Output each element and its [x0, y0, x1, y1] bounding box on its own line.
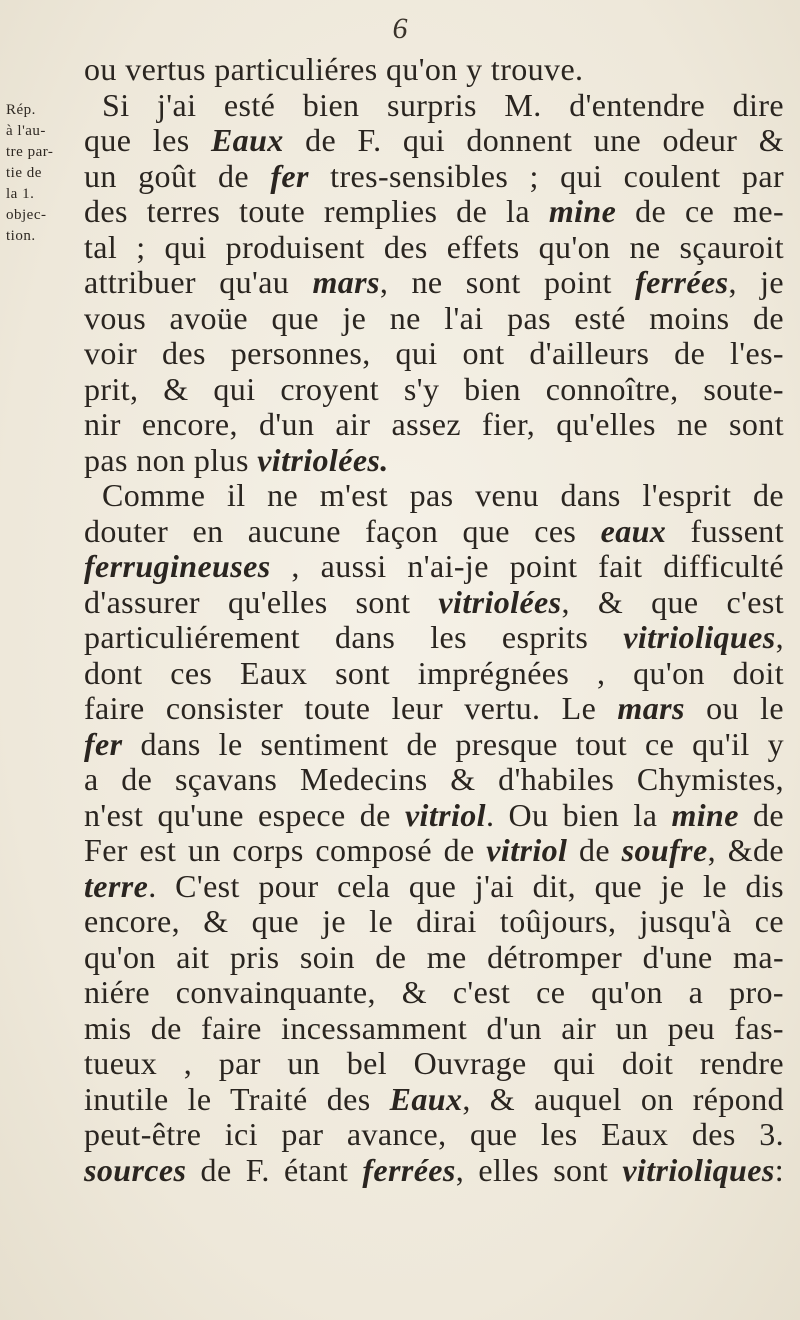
text-line [84, 159, 784, 195]
italic-term: ferrées [362, 1151, 456, 1188]
margin-note-line: objec- [6, 207, 47, 223]
italic-term: vitriol [486, 832, 568, 868]
text-line [84, 975, 784, 1011]
text-run: particuliérement dans les esprits [84, 619, 624, 655]
text-run: voir des personnes, qui ont d'ailleurs de l'es- [84, 335, 784, 371]
text-run: peut-être ici par avance, que les Eaux des 3. [84, 1116, 784, 1152]
text-line [84, 727, 784, 763]
text-run: faire consister toute leur vertu. Le [84, 690, 618, 726]
italic-term: ferrées [635, 264, 729, 300]
text-run: tueux , par un bel Ouvrage qui doit rendre [84, 1045, 784, 1081]
margin-note-line: à l'au- [6, 123, 46, 139]
text-run: dont ces Eaux sont imprégnées , qu'on doit [84, 654, 784, 691]
text-line [84, 265, 784, 301]
text-line [84, 52, 784, 88]
text-run: tal ; qui produisent des effets qu'on ne sçauroit [84, 228, 784, 265]
text-line [84, 372, 784, 408]
italic-term: terre [84, 867, 149, 904]
text-run: douter en aucune façon que ces [84, 512, 601, 549]
text-line [84, 549, 784, 585]
text-run: a de sçavans Medecins & d'habiles Chymistes, [84, 761, 784, 797]
italic-term: ferrugineuses [84, 548, 271, 584]
text-line [84, 1046, 784, 1082]
italic-term: soufre [621, 832, 708, 868]
text-line [84, 123, 784, 159]
text-run: ou le [684, 690, 784, 726]
text-line [84, 691, 784, 727]
margin-note-line: Rép. [6, 102, 36, 118]
text-line [84, 407, 784, 443]
text-run: , & auquel on répond [462, 1080, 784, 1117]
text-run: mis de faire incessamment d'un air un peu fas- [84, 1009, 784, 1046]
text-line [84, 620, 784, 656]
text-run: n'est qu'une espece de [84, 796, 405, 833]
text-run: Fer est un corps composé de [84, 832, 487, 868]
italic-term: Eaux [210, 122, 284, 158]
italic-term: vitriol [404, 796, 486, 833]
text-line [84, 1153, 784, 1189]
italic-term: mine [671, 796, 739, 833]
text-run: de [567, 832, 622, 868]
text-run: de F. qui donnent une odeur & [283, 122, 785, 158]
text-line [84, 443, 784, 479]
text-run: Comme il ne m'est pas venu dans l'esprit de [102, 477, 784, 513]
text-line [84, 585, 784, 621]
text-run: , [775, 619, 784, 655]
text-line [84, 514, 784, 550]
italic-term: eaux [600, 512, 667, 549]
text-run: , ne sont point [379, 264, 636, 300]
margin-note-line: tie de [6, 165, 42, 181]
text-run: tres-sensibles ; qui coulent par [308, 157, 784, 194]
text-run: ou vertus particuliéres qu'on y trouve. [84, 51, 584, 87]
text-line [84, 762, 784, 798]
margin-note-line: la 1. [6, 186, 35, 202]
text-run: qu'on ait pris soin de me détromper d'une ma- [84, 938, 784, 975]
text-run: , &de [707, 832, 785, 868]
italic-term: mars [312, 264, 380, 300]
text-run: de F. étant [186, 1151, 363, 1188]
italic-term: vitriolées [438, 583, 562, 620]
text-line [84, 869, 784, 905]
italic-term: fer [84, 725, 123, 762]
text-run: des terres toute remplies de la [84, 193, 549, 229]
italic-term: fer [270, 157, 309, 194]
text-line [84, 1117, 784, 1153]
text-line [84, 230, 784, 266]
text-line [84, 656, 784, 692]
text-run: de [738, 796, 784, 833]
text-run: : [774, 1151, 784, 1188]
italic-term: sources [84, 1151, 187, 1188]
text-line [84, 833, 784, 869]
italic-term: mars [617, 690, 685, 726]
text-line [84, 940, 784, 976]
text-run: fussent [666, 512, 784, 549]
text-run: , elles sont [455, 1151, 623, 1188]
text-line [84, 1082, 784, 1118]
text-line [84, 301, 784, 337]
text-run: vous avoüe que je ne l'ai pas esté moins de [84, 299, 784, 336]
text-line [84, 1011, 784, 1047]
text-run: prit, & qui croyent s'y bien connoître, soute- [84, 370, 784, 407]
text-run: un goût de [84, 157, 271, 194]
italic-term: vitrioliques [623, 619, 776, 655]
text-line [84, 478, 784, 514]
text-run: attribuer qu'au [84, 264, 313, 300]
italic-term: vitriolées. [257, 441, 389, 478]
italic-term: vitrioliques [622, 1151, 775, 1188]
margin-note-line: tre par- [6, 144, 54, 160]
text-run: Si j'ai esté bien surpris M. d'entendre dire [102, 86, 784, 123]
italic-term: mine [548, 193, 617, 229]
text-line [84, 194, 784, 230]
text-run: de ce me- [616, 193, 784, 229]
text-line [84, 798, 784, 834]
text-run: inutile le Traité des [84, 1080, 390, 1117]
text-run: , je [728, 264, 784, 300]
text-run: , aussi n'ai-je point fait difficulté [270, 548, 784, 584]
text-line [84, 336, 784, 372]
text-run: . C'est pour cela que j'ai dit, que je le dis [148, 867, 784, 904]
text-run: niére convainquante, & c'est ce qu'on a pro- [84, 974, 784, 1010]
text-run: . Ou bien la [485, 796, 672, 833]
text-line [84, 88, 784, 124]
text-run: nir encore, d'un air assez fier, qu'elles ne sont [84, 406, 784, 442]
text-run: que les [84, 122, 211, 158]
text-run: d'assurer qu'elles sont [84, 583, 439, 620]
text-run: dans le sentiment de presque tout ce qu'il y [122, 725, 784, 762]
body-text [84, 52, 784, 1188]
margin-note-line: tion. [6, 228, 36, 244]
text-run: , & que c'est [561, 583, 784, 620]
text-run: encore, & que je le dirai toûjours, jusqu'à ce [84, 903, 784, 939]
text-line [84, 904, 784, 940]
text-run: pas non plus [84, 441, 258, 478]
italic-term: Eaux [389, 1080, 463, 1117]
margin-note [6, 100, 70, 247]
page-number: 6 [392, 12, 408, 45]
